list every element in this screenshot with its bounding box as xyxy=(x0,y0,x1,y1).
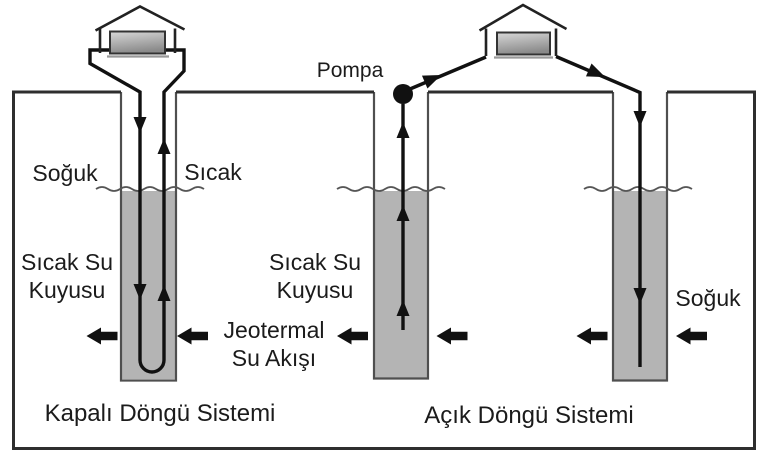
well-label-middle xyxy=(269,248,361,304)
diagonal-flow-arrow-icon xyxy=(422,69,444,89)
water-table-right xyxy=(584,187,692,191)
well-label-left-line1: Sıcak Su xyxy=(20,249,114,275)
water-table-left xyxy=(96,187,204,191)
geothermal-flow-arrow-icon xyxy=(337,328,368,345)
up-flow-arrow-icon xyxy=(397,122,410,138)
down-flow-arrow-icon xyxy=(134,117,147,133)
house-right-icon xyxy=(480,5,567,58)
up-flow-arrow-icon xyxy=(158,139,171,155)
open-loop-pipe xyxy=(393,57,647,368)
heat-exchanger-right-icon xyxy=(497,33,550,55)
down-flow-arrow-icon xyxy=(634,111,647,127)
geothermal-flow-arrow-icon xyxy=(577,328,608,345)
geothermal-flow-arrow-icon xyxy=(676,328,707,345)
hot-label-left: Sıcak xyxy=(184,159,242,185)
diagonal-flow-arrow-icon xyxy=(586,63,608,83)
cold-label-left: Soğuk xyxy=(32,160,98,186)
well-label-middle-line2: Kuyusu xyxy=(276,277,354,303)
caption-closed-loop: Kapalı Döngü Sistemi xyxy=(44,400,276,427)
well-label-left-line2: Kuyusu xyxy=(28,277,106,303)
water-table-icon xyxy=(96,187,692,191)
well-water-fills xyxy=(122,191,666,380)
heat-exchanger-left-icon xyxy=(110,32,165,54)
geothermal-flow-label-line1: Jeotermal xyxy=(223,317,325,343)
well-label-middle-line1: Sıcak Su xyxy=(268,249,362,275)
cold-label-right: Soğuk xyxy=(675,285,741,311)
pump-label: Pompa xyxy=(316,59,384,82)
pump-icon xyxy=(393,84,413,104)
geothermal-flow-label xyxy=(224,316,325,372)
well-label-left xyxy=(21,248,113,304)
geothermal-flow-arrow-icon xyxy=(177,328,208,345)
caption-open-loop: Açık Döngü Sistemi xyxy=(424,402,634,429)
geothermal-flow-arrow-icon xyxy=(437,328,468,345)
geothermal-flow-label-line2: Su Akışı xyxy=(231,345,317,371)
left-well-water xyxy=(122,191,175,379)
geothermal-flow-arrow-icon xyxy=(87,328,118,345)
